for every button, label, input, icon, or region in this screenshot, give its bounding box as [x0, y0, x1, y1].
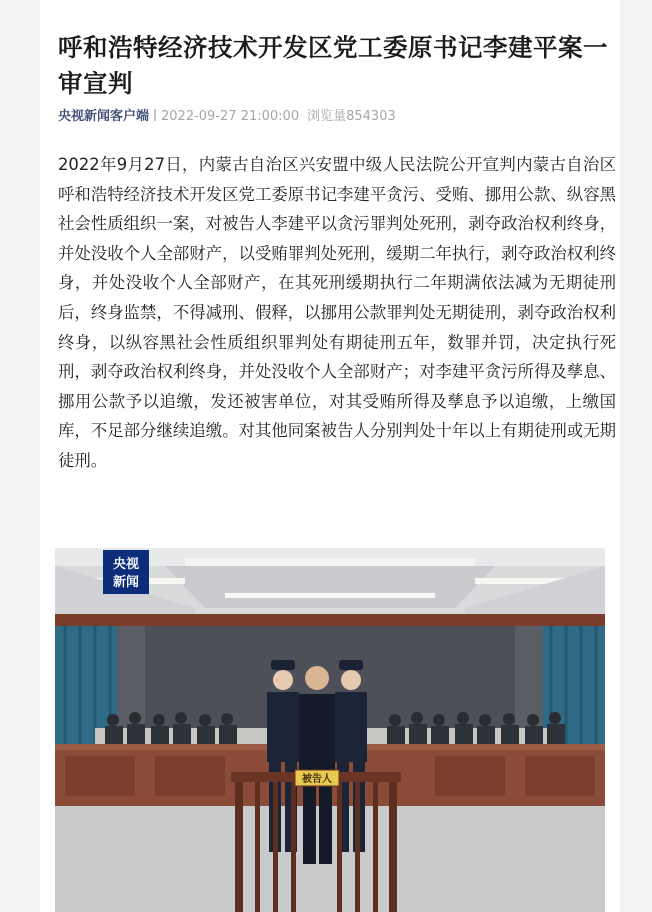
cctv-logo-line1: 央视	[112, 557, 140, 572]
article-source[interactable]: 央视新闻客户端	[58, 109, 150, 124]
cctv-logo-line2: 新闻	[112, 575, 140, 590]
defendant-sign: 被告人	[302, 774, 332, 785]
meta-divider	[154, 109, 156, 121]
article-meta	[58, 108, 613, 126]
article-photo[interactable]	[55, 548, 605, 912]
article-title: 呼和浩特经济技术开发区党工委原书记李建平案一审宣判	[58, 33, 608, 99]
article-date: 2022-09-27 21:00:00	[161, 109, 300, 124]
article-body: 2022年9月27日，内蒙古自治区兴安盟中级人民法院公开宣判内蒙古自治区呼和浩特经济技术开发区党工委原书记李建平贪污、受贿、挪用公款、纵容黑社会性质组织一案，对被告人李建平以贪污罪判处死刑，剥夺政治权利终身，并处没收个人全部财产，以受贿罪判处死刑，缓期二年执行，剥夺政治权利终身，并处没收个人全部财产，在其死刑缓期执行二年期满依法减为无期徒刑后，终身监禁，不得减刑、假释，以挪用公款罪判处无期徒刑，剥夺政治权利终身，以纵容黑社会性质组织罪判处有期徒刑五年，数罪并罚，决定执行死刑，剥夺政治权利终身，并处没收个人全部财产；对李建平贪污所得及孳息、挪用公款予以追缴，发还被害单位，对其受贿所得及孳息予以追缴，上缴国库，不足部分继续追缴。对其他同案被告人分别判处十年以上有期徒刑或无期徒刑。	[58, 155, 616, 470]
article-page	[40, 0, 620, 912]
article-view-count: 浏览量854303	[307, 109, 396, 124]
